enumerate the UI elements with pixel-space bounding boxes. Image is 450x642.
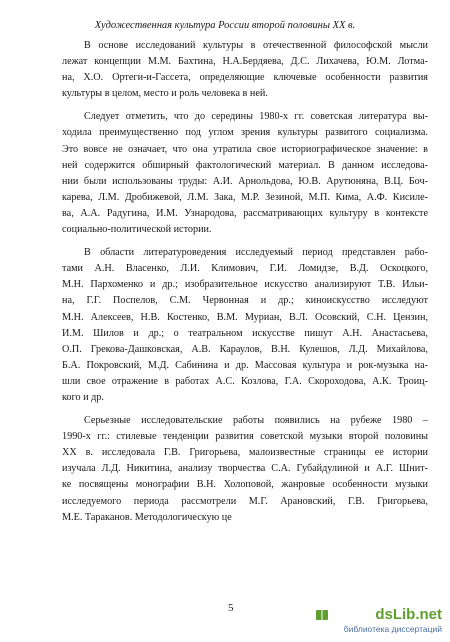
text-line: исследуемого периода рассмотрели М.Г. Арановский, Г.В. Григорьева, (62, 495, 428, 507)
watermark[interactable] (314, 606, 442, 634)
text-line: кого и др. (62, 391, 104, 403)
text-line: на, Х.О. Ортеги-и-Гассета, определяющие ключевые особенности развития (62, 72, 428, 84)
running-header: Художественная культура России второй половины XX в. (94, 20, 356, 31)
text-line: карева, Л.М. Дробижевой, Л.М. Зака, М.Р. Зезиной, М.П. Кима, А.Ф. Кисиле- (62, 191, 428, 203)
text-line: тами А.Н. Власенко, Л.И. Климович, Г.И. Ломидзе, В.Д. Оскоцкого, (62, 263, 428, 275)
text-line: О.П. Грекова-Дашковская, А.В. Караулов, В.Н. Кулешов, Л.Д. Михайлова, (62, 343, 428, 355)
text-line: изучала Л.Д. Никитина, анализу творчества С.А. Губайдулиной и А.Г. Шнит- (62, 463, 428, 475)
text-line: лежат концепции М.М. Бахтина, Н.А.Бердяева, Д.С. Лихачева, Ю.М. Лотма- (62, 56, 428, 68)
text-line: ходила преимущественно под углом зрения культуры развитого социализма. (62, 127, 428, 139)
page-number: 5 (228, 602, 234, 614)
text-line: Следует отметить, что до середины 1980-х гг. советская литература вы- (84, 111, 428, 123)
text-line: В области литературоведения исследуемый период представлен рабо- (84, 247, 428, 259)
text-line: В основе исследований культуры в отечественной философской мысли (84, 40, 428, 51)
text-line: М.Е. Тараканов. Методологическую це (62, 511, 232, 523)
text-line: нии были использованы труды: А.И. Арнольдова, Ю.В. Арутюняна, В.Ц. Боч- (62, 175, 428, 187)
text-line: ней содержится обширный фактологический материал. В данном исследова- (62, 159, 428, 171)
text-line: на, Г.Г. Поспелов, С.М. Червонная и др.; киноискусство исследуют (62, 295, 428, 307)
text-line: социально-политической истории. (62, 224, 212, 236)
text-line: Это вовсе не означает, что она утратила свое историографическое значение: в (62, 143, 428, 155)
text-line: ке посвящены монографии В.Н. Холоповой, жанровые особенности музыки (62, 479, 428, 491)
book-icon (314, 607, 330, 623)
body-text (62, 38, 428, 526)
text-line: И.М. Шилов и др.; о театральном искусстве пишут А.Н. Анастасьева, (62, 327, 428, 339)
text-line: Серьезные исследовательские работы появились на рубеже 1980 – (84, 415, 428, 427)
text-line: М.Н. Пархоменко и др.; изобразительное искусство анализируют Т.В. Ильи- (62, 279, 428, 291)
text-line: XX в. исследовала Г.В. Григорьева, малоизвестные страницы ее истории (62, 447, 428, 459)
text-line: ва, А.А. Радугина, И.М. Узнародова, рассматривающих культуру в контексте (62, 207, 428, 219)
text-line: 1990-х гг.: стилевые тенденции развития советской музыки второй половины (62, 431, 428, 443)
text-line: Б.А. Покровский, М.Д. Сабинина и др. Массовая культура и рок-музыка на- (62, 359, 428, 371)
text-line: культуры в целом, место и роль человека в ней. (62, 88, 268, 100)
watermark-subtitle: библиотека диссертаций (343, 624, 442, 634)
text-line: шли свое отражение в работах А.С. Козлова, Г.А. Скороходова, А.К. Троиц- (62, 375, 428, 387)
watermark-logo: dsLib.net (375, 606, 442, 623)
text-line: М.Н. Алексеев, Н.В. Костенко, В.М. Муриан, В.Л. Осовский, С.Н. Цензин, (62, 311, 428, 323)
